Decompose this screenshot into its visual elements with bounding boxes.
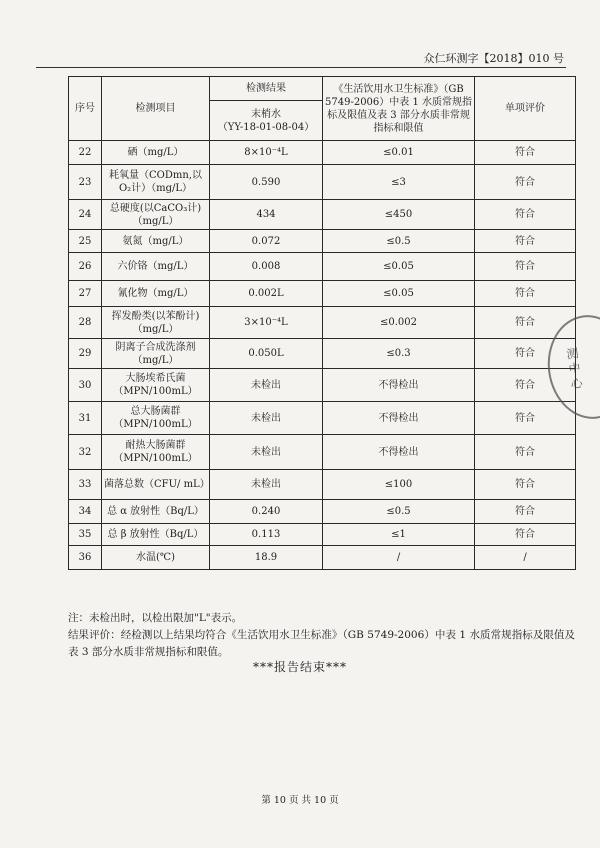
row-eval: 符合 [475, 435, 576, 470]
row-item: 大肠埃希氏菌（MPN/100mL） [102, 369, 210, 402]
col-header-seq: 序号 [69, 77, 102, 141]
row-result: 8×10⁻⁴L [210, 141, 323, 165]
table-row [69, 524, 576, 546]
row-limit: 不得检出 [323, 369, 475, 402]
row-limit: ≤3 [323, 165, 475, 200]
row-eval: / [475, 546, 576, 570]
row-limit: ≤1 [323, 524, 475, 546]
row-item: 总 α 放射性（Bq/L） [102, 500, 210, 524]
row-seq: 36 [69, 546, 102, 570]
table-row [69, 307, 576, 339]
row-eval: 符合 [475, 230, 576, 253]
table-row [69, 281, 576, 307]
row-result: 0.240 [210, 500, 323, 524]
row-seq: 32 [69, 435, 102, 470]
table-row [69, 253, 576, 281]
report-end: ***报告结束*** [252, 660, 347, 674]
row-eval: 符合 [475, 200, 576, 230]
row-seq: 26 [69, 253, 102, 281]
report-number: 众仁环测字【2018】010 号 [423, 52, 564, 65]
sample-name: 末梢水 [251, 108, 281, 120]
row-result: 18.9 [210, 546, 323, 570]
row-seq: 31 [69, 402, 102, 435]
row-seq: 29 [69, 339, 102, 369]
row-result: 3×10⁻⁴L [210, 307, 323, 339]
row-limit: ≤0.5 [323, 230, 475, 253]
table-row [69, 165, 576, 200]
row-item: 阴离子合成洗涤剂（mg/L） [102, 339, 210, 369]
row-result: 0.590 [210, 165, 323, 200]
table-row [69, 141, 576, 165]
row-seq: 30 [69, 369, 102, 402]
col-header-result: 检测结果 [210, 77, 323, 101]
table-row [69, 500, 576, 524]
table-row [69, 470, 576, 500]
table-row [69, 200, 576, 230]
row-seq: 28 [69, 307, 102, 339]
row-eval: 符合 [475, 141, 576, 165]
sample-id: （YY-18-01-08-04） [217, 121, 315, 133]
row-eval: 符合 [475, 524, 576, 546]
row-eval: 符合 [475, 402, 576, 435]
table-row [69, 402, 576, 435]
row-seq: 23 [69, 165, 102, 200]
table-row [69, 546, 576, 570]
row-seq: 33 [69, 470, 102, 500]
row-limit: ≤0.01 [323, 141, 475, 165]
table-row [69, 435, 576, 470]
row-eval: 符合 [475, 281, 576, 307]
row-eval: 符合 [475, 470, 576, 500]
row-seq: 27 [69, 281, 102, 307]
row-item: 水温(℃) [102, 546, 210, 570]
row-limit: ≤0.05 [323, 253, 475, 281]
row-eval: 符合 [475, 165, 576, 200]
row-limit: 不得检出 [323, 435, 475, 470]
row-item: 氨氮（mg/L） [102, 230, 210, 253]
row-result: 未检出 [210, 435, 323, 470]
row-eval: 符合 [475, 307, 576, 339]
page-number: 第 10 页 共 10 页 [261, 795, 339, 806]
col-header-standard: 《生活饮用水卫生标准》（GB 5749-2006）中表 1 水质常规指标及限值及表 3 部分水质非常规指标和限值 [323, 77, 475, 141]
row-eval: 符合 [475, 253, 576, 281]
row-result: 未检出 [210, 402, 323, 435]
row-item: 硒（mg/L） [102, 141, 210, 165]
row-result: 0.008 [210, 253, 323, 281]
row-item: 耐热大肠菌群（MPN/100mL） [102, 435, 210, 470]
row-result: 0.113 [210, 524, 323, 546]
row-item: 耗氧量（CODmn,以O₂计）（mg/L） [102, 165, 210, 200]
seal-text: 测中心 [564, 346, 585, 393]
row-result: 434 [210, 200, 323, 230]
row-item: 氰化物（mg/L） [102, 281, 210, 307]
row-limit: ≤450 [323, 200, 475, 230]
row-seq: 22 [69, 141, 102, 165]
row-result: 0.050L [210, 339, 323, 369]
row-item: 总大肠菌群（MPN/100mL） [102, 402, 210, 435]
row-limit: / [323, 546, 475, 570]
row-seq: 35 [69, 524, 102, 546]
results-table [68, 76, 576, 570]
note-line: 注：未检出时，以检出限加"L"表示。 [68, 612, 243, 624]
row-limit: ≤0.002 [323, 307, 475, 339]
row-limit: ≤0.3 [323, 339, 475, 369]
col-header-item: 检测项目 [102, 77, 210, 141]
row-limit: ≤0.5 [323, 500, 475, 524]
row-eval: 符合 [475, 500, 576, 524]
results-body [69, 141, 576, 570]
conclusion-text: 结果评价：经检测以上结果均符合《生活饮用水卫生标准》（GB 5749-2006）中表 1 水质常规指标及限值及表 3 部分水质非常规指标和限值。 [68, 629, 575, 658]
row-seq: 25 [69, 230, 102, 253]
row-item: 总硬度(以CaCO₃计)（mg/L） [102, 200, 210, 230]
table-row [69, 339, 576, 369]
row-limit: ≤100 [323, 470, 475, 500]
sample-header [210, 101, 323, 141]
row-item: 菌落总数（CFU/ mL） [102, 470, 210, 500]
row-seq: 34 [69, 500, 102, 524]
table-row [69, 230, 576, 253]
row-result: 未检出 [210, 470, 323, 500]
row-seq: 24 [69, 200, 102, 230]
row-limit: 不得检出 [323, 402, 475, 435]
row-result: 0.072 [210, 230, 323, 253]
notes [68, 610, 575, 661]
row-eval: 符合 [475, 339, 576, 369]
row-item: 总 β 放射性（Bq/L） [102, 524, 210, 546]
header-rule [36, 67, 566, 68]
row-eval: 符合 [475, 369, 576, 402]
table-row [69, 369, 576, 402]
row-result: 未检出 [210, 369, 323, 402]
row-limit: ≤0.05 [323, 281, 475, 307]
row-item: 挥发酚类(以苯酚计)（mg/L） [102, 307, 210, 339]
row-result: 0.002L [210, 281, 323, 307]
row-item: 六价铬（mg/L） [102, 253, 210, 281]
col-header-evaluation: 单项评价 [475, 77, 576, 141]
